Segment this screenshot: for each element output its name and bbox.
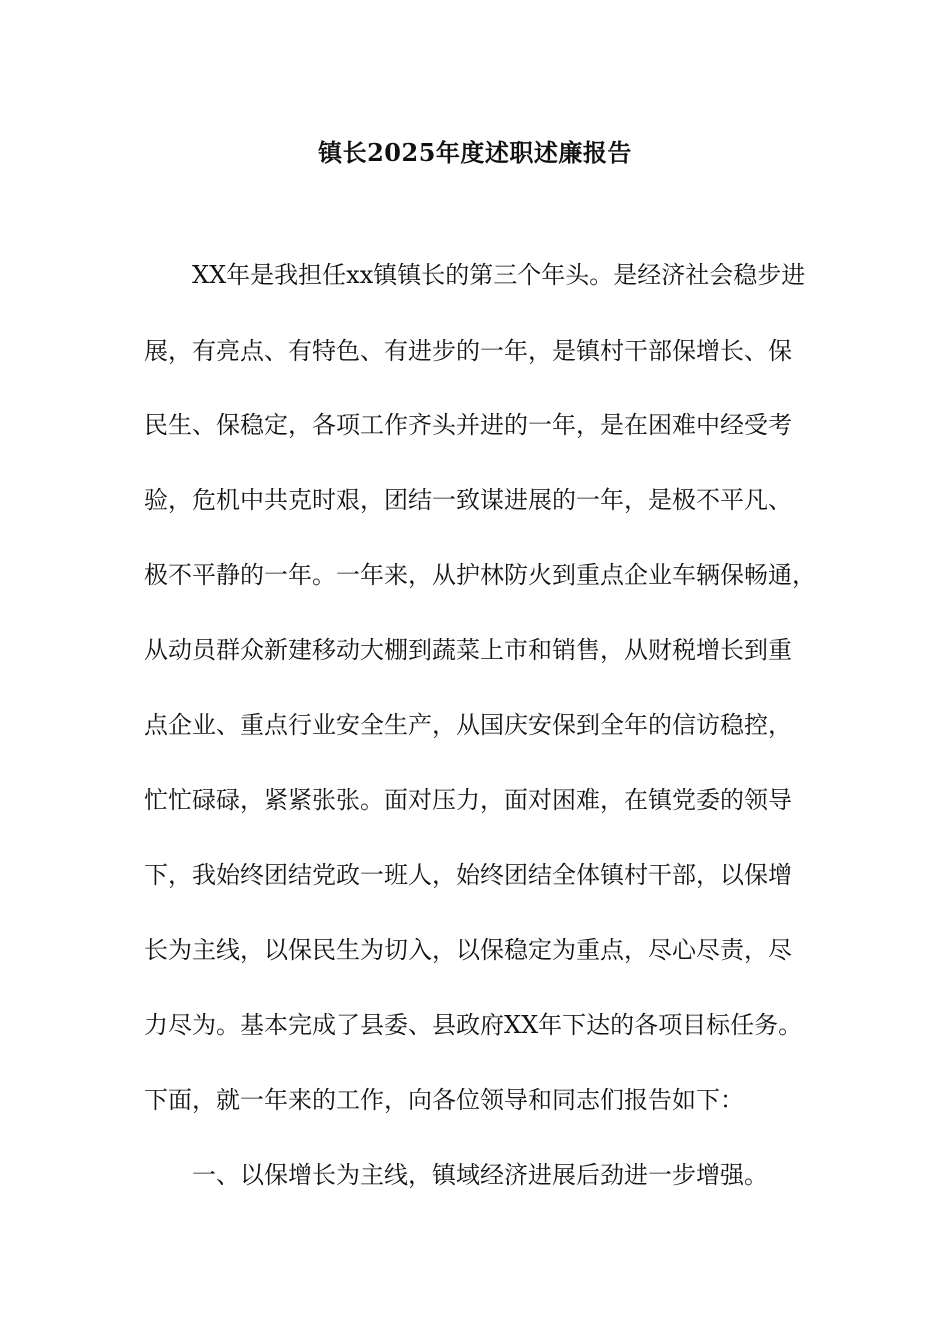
paragraph-line: 下面，就一年来的工作，向各位领导和同志们报告如下： xyxy=(144,1086,744,1114)
paragraph-line: 从动员群众新建移动大棚到蔬菜上市和销售，从财税增长到重 xyxy=(144,636,792,664)
paragraph-line: 长为主线，以保民生为切入，以保稳定为重点，尽心尽责，尽 xyxy=(144,936,792,964)
paragraph-line: XX年是我担任xx镇镇长的第三个年头。是经济社会稳步进 xyxy=(192,261,806,289)
paragraph-line: 极不平静的一年。一年来，从护林防火到重点企业车辆保畅通， xyxy=(144,561,816,589)
paragraph-line: 展，有亮点、有特色、有进步的一年，是镇村干部保增长、保 xyxy=(144,337,792,365)
paragraph-line: 民生、保稳定，各项工作齐头并进的一年，是在困难中经受考 xyxy=(144,411,792,439)
paragraph-line: 下，我始终团结党政一班人，始终团结全体镇村干部，以保增 xyxy=(144,861,792,889)
section-heading: 一、以保增长为主线，镇域经济进展后劲进一步增强。 xyxy=(192,1161,768,1189)
paragraph-line: 忙忙碌碌，紧紧张张。面对压力，面对困难，在镇党委的领导 xyxy=(144,786,792,814)
document-title: 镇长2025年度述职述廉报告 xyxy=(318,138,632,167)
paragraph-line: 力尽为。基本完成了县委、县政府XX年下达的各项目标任务。 xyxy=(144,1011,803,1039)
paragraph-line: 点企业、重点行业安全生产，从国庆安保到全年的信访稳控， xyxy=(144,711,792,739)
paragraph-line: 验，危机中共克时艰，团结一致谋进展的一年，是极不平凡、 xyxy=(144,486,792,514)
